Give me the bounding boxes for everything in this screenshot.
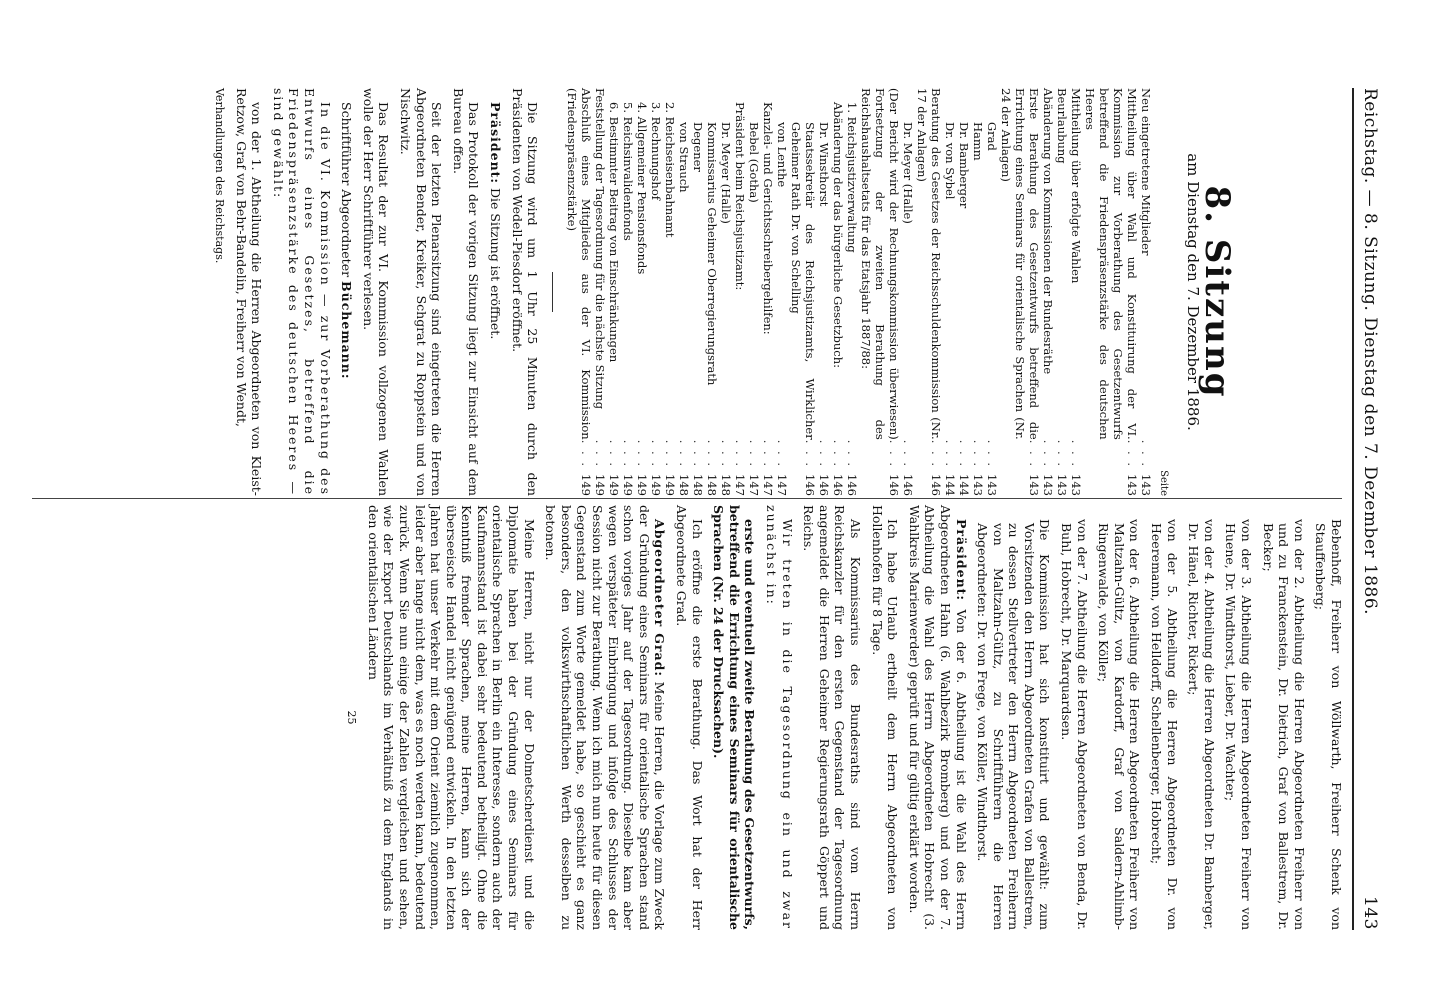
toc-leader-dots: . . .: [691, 439, 706, 468]
list-item: von der 3. Abtheilung die Herren Abgeordneten Freiherr von Huene, Dr. Windthorst, Lieber, Dr. Wachter;: [1223, 519, 1255, 930]
list-item: Die Kommission hat sich konstituirt und gewählt: zum Vorsitzenden den Herrn Abgeordneten Grafen von Ballestrem, zu dessen Stellvertreter den Herrn Abgeordneten Freiherrn von Maltzahn-Gültz, zu Schriftführern die Herren Abgeordneten: Dr. von Frege, von Köller, Windthorst.: [975, 519, 1053, 930]
toc-item-page: 149: [649, 474, 664, 496]
left-column: [206, 88, 1344, 496]
toc-item: [845, 88, 859, 496]
toc-item-page: 148: [719, 474, 734, 496]
toc-item-page: 149: [635, 474, 650, 496]
toc-leader-dots: . . .: [635, 439, 650, 468]
speaker-label: Präsident:: [488, 102, 504, 185]
toc-item-text: Feststellung der Tagesordnung für die nächste Sitzung: [593, 88, 608, 410]
publication-footer: Verhandlungen des Reichstags.: [213, 88, 227, 264]
toc-item: [649, 88, 663, 496]
toc-item-page: 146: [817, 474, 832, 496]
toc-item: [705, 88, 719, 496]
toc-leader-dots: . . .: [705, 439, 720, 468]
commissioner-paragraph: Als Kommissarius des Bundesraths sind vom Herrn Reichskanzler für den ersten Gegenstand der Tagesordnung angemeldet die Herren Geheimer Regierungsrath Göppert und Reichs.: [801, 505, 863, 930]
page-footer-number: 25: [345, 710, 359, 725]
toc-item-text: 3. Rechnungshof: [649, 102, 664, 201]
toc-item-text: Abänderung von Kommissionen der Bundesräthe: [1041, 88, 1056, 375]
toc-item: [915, 88, 943, 496]
agenda-paragraph: Wir treten in die Tagesordnung ein und zwar zunächst in:: [764, 505, 795, 930]
toc-item-page: 144: [943, 474, 958, 496]
toc-item-page: 148: [691, 474, 706, 496]
toc-leader-dots: . . .: [1139, 439, 1154, 468]
toc-item: [691, 88, 705, 496]
list-item: Bebenhoff, Freiherr von Wöllwarth, Freiherr Schenk von Stauffenberg;: [1313, 519, 1344, 930]
toc-item-page: 146: [845, 474, 860, 496]
toc-item-text: Beratung des Gesetzes der Reichsschuldenkommission (Nr. 17 der Anlagen): [915, 88, 944, 440]
toc-item: [831, 88, 845, 496]
toc-item-text: 4. Allgemeiner Pensionsfonds: [635, 102, 650, 275]
toc-item: [607, 88, 621, 496]
toc-leader-dots: . . .: [677, 439, 692, 468]
president-announcement: [906, 505, 968, 930]
toc-item-page: 146: [831, 474, 846, 496]
toc-item-text: Dr. von Sybel: [943, 122, 958, 200]
toc-leader-dots: . . .: [803, 439, 818, 468]
toc-leader-dots: . . .: [775, 439, 790, 468]
toc-item-page: 143: [1125, 474, 1140, 496]
toc-item-text: Beurlaubung: [1055, 88, 1070, 164]
toc-item-text: Dr. Winsthorst: [817, 122, 832, 207]
toc-item: [789, 88, 817, 496]
toc-leader-dots: . . .: [1027, 439, 1042, 468]
toc-item-page: 143: [1027, 474, 1042, 496]
toc-item: [1083, 88, 1139, 496]
toc-leader-dots: . . .: [985, 439, 1000, 468]
toc-item-text: Dr. Meyer (Halle): [719, 122, 734, 224]
toc-item-page: 149: [663, 474, 678, 496]
toc-item: [943, 88, 957, 496]
results-paragraph: Das Resultat der zur VI. Kommission vollzogenen Wahlen wolle der Herr Schriftführer verlesen.: [360, 88, 392, 496]
running-head-title: Reichstag. — 8. Sitzung. Dienstag den 7. Dezember 1886.: [1360, 88, 1380, 616]
toc-item: [733, 88, 747, 496]
toc-item-text: von Strauch: [677, 122, 692, 193]
header-rule: [1352, 88, 1354, 930]
toc-item-page: 148: [705, 474, 720, 496]
toc-item: [635, 88, 649, 496]
toc-leader-dots: . . .: [957, 439, 972, 468]
toc-leader-dots: . . .: [747, 439, 762, 468]
toc-item: [999, 88, 1041, 496]
toc-item-page: 143: [1139, 474, 1154, 496]
toc-leader-dots: . . .: [831, 439, 846, 468]
list-item: von der 4. Abtheilung die Herren Abgeordneten Dr. Bamberger, Dr. Hänel, Richter, Rickert;: [1186, 519, 1217, 930]
toc-leader-dots: . . .: [845, 439, 860, 468]
toc-item: [971, 88, 985, 496]
toc-item-page: 146: [803, 474, 818, 496]
toc-item-page: 149: [579, 474, 594, 496]
toc-item-text: Degener: [691, 122, 706, 172]
toc-item: [747, 88, 761, 496]
toc-item-text: 1. Reichsjustizverwaltung: [845, 102, 860, 253]
toc-item: [1055, 88, 1069, 496]
speaker-label: Präsident:: [953, 519, 969, 602]
toc-item-page: 149: [621, 474, 636, 496]
toc-item: [719, 88, 733, 496]
toc-item-text: Neu eingetretene Mitglieder: [1139, 88, 1154, 256]
paragraph-text: Die Sitzung ist eröffnet.: [488, 188, 504, 340]
toc-leader-dots: . . .: [649, 439, 664, 468]
toc-item-text: Dr. Meyer (Halle): [901, 122, 916, 224]
toc-item-page: 143: [1041, 474, 1056, 496]
toc-item-text: Abänderung der das bürgerliche Gesetzbuch:: [831, 102, 846, 368]
speaker-role: Schriftführer Abgeordneter: [339, 102, 355, 278]
toc-item-page: 149: [593, 474, 608, 496]
toc-item-page: 143: [971, 474, 986, 496]
toc-item: [859, 88, 901, 496]
paragraph-text: Von der 6. Abtheilung ist die Wahl des Herrn Abgeordneten Hahn (6. Wahlbezirk Bromberg) und von der 7. Abtheilung die Wahl des Herrn Abgeordneten Hobrecht (3. Wahlkreis Marienwerder) geprüft und für gültig erklärt worden.: [906, 505, 969, 930]
toc-item-page: 147: [761, 474, 776, 496]
table-of-contents: [565, 88, 1153, 496]
toc-item-text: Grad: [985, 122, 1000, 151]
column-divider: [32, 498, 1342, 499]
speaker-label: Abgeordneter Grad:: [652, 519, 668, 677]
toc-item-text: Erste Berathung des Gesetzentwurfs betreffend die Errichtung eines Seminars für orientalische Sprachen (Nr. 24 der Anlagen): [999, 88, 1042, 440]
agenda-item: erste und eventuell zweite Berathung des Gesetzentwurfs, betreffend die Errichtung eines Seminars für orientalische Sprachen (Nr. 24 der Drucksachen).: [711, 505, 758, 930]
list-item: von der 6. Abtheilung die Herren Abgeordneten Freiherr von Maltzahn-Gültz, von Kardorff, Graf von Saldern-Ahlimb-Ringenwalde, von Köller;: [1096, 519, 1143, 930]
speaker-label: Büchemann:: [339, 281, 355, 380]
toc-item-page: 143: [985, 474, 1000, 496]
toc-leader-dots: . . .: [733, 439, 748, 468]
toc-item: [593, 88, 607, 496]
toc-item: [1041, 88, 1055, 496]
new-members-paragraph: Seit der letzten Plenarsitzung sind eingetreten die Herren Abgeordneten Bender, Kreiker, Schgrat zu Roppstein und von Nischwitz.: [398, 88, 445, 496]
toc-leader-dots: . . .: [579, 439, 594, 468]
toc-item: [565, 88, 593, 496]
open-debate-paragraph: Ich eröffne die erste Berathung. Das Wort hat der Herr Abgeordnete Grad.: [674, 505, 705, 930]
toc-item-text: Mittheilung über erfolgte Wahlen: [1069, 88, 1084, 284]
toc-item-text: Präsident beim Reichsjustizamt:: [733, 102, 748, 291]
toc-item: [901, 88, 915, 496]
toc-item: [985, 88, 999, 496]
commission-paragraph: In die VI. Kommission — zur Vorberathung des Entwurfs eines Gesetzes, betreffend die Friedenspräsenzstärke des deutschen Heeres — sind gewählt:: [270, 88, 333, 496]
toc-leader-dots: . . .: [1125, 439, 1140, 468]
speech-paragraph-2: Meine Herren, nicht nur der Dolmetscherdienst und die Diplomatie haben bei der Gründung eines Seminars für orientalische Sprachen in Berlin ein Interesse, sondern auch der Kaufmannsstand ist dabei sehr bedeutend betheiligt. Ohne die Kenntniß fremder Sprachen, meine Herren, kann sich der überseeische Handel nicht genügend entwickeln. In den letzten Jahren hat unser Verkehr mit dem Orient ziemlich zugenommen, leider aber lange nicht dem, was es noch werden kann, bedeutend zurück. Wenn Sie nun einige der Zahlen vergleichen und sehen, wie der Export Deutschlands im Verhältniß zu dem Englands in den orientalischen Ländern: [365, 505, 537, 930]
toc-item-text: Abschluß eines Mitgliedes aus der VI. Kommission (Friedenspräsenzstärke): [565, 88, 594, 440]
toc-leader-dots: . . .: [1041, 439, 1056, 468]
toc-item-text: Staatssekretär des Reichsjustizamts, Wirklicher Geheimer Rath Dr. von Schelling: [789, 122, 818, 440]
toc-item: [761, 88, 775, 496]
toc-leader-dots: . . .: [719, 439, 734, 468]
toc-item-page: 146: [901, 474, 916, 496]
toc-item-page: 144: [957, 474, 972, 496]
list-item: von der 7. Abtheilung die Herren Abgeordneten von Benda, Dr. Buhl, Hobrecht, Dr. Marquardsen.: [1059, 519, 1090, 930]
toc-item: [775, 88, 789, 496]
commission-members-list: [975, 505, 1344, 930]
toc-item: [1139, 88, 1153, 496]
toc-leader-dots: . . .: [593, 439, 608, 468]
toc-item: [1069, 88, 1083, 496]
toc-leader-dots: . . .: [761, 439, 776, 468]
secretary-paragraph: [339, 88, 355, 496]
opening-paragraph: Die Sitzung wird um 1 Uhr 25 Minuten durch den Präsidenten von Wedell-Piesdorf eröffnet.: [509, 88, 541, 496]
toc-item-text: 2. Reichseisenbahnamt: [663, 102, 678, 238]
toc-leader-dots: . . .: [887, 439, 902, 468]
session-date: am Dienstag den 7. Dezember 1886.: [1184, 153, 1203, 431]
toc-item: [957, 88, 971, 496]
toc-leader-dots: . . .: [943, 439, 958, 468]
section-divider: [552, 272, 553, 312]
toc-item-page: 147: [775, 474, 790, 496]
toc-item-text: Mittheilung über Wahl und Konstituirung der VI. Kommission zur Vorberathung des Gesetzentwurfs betreffend die Friedenspräsenzstärke des deutschen Heeres: [1083, 88, 1140, 440]
toc-leader-dots: . . .: [621, 439, 636, 468]
right-column: [338, 505, 1344, 930]
toc-item-page: 147: [733, 474, 748, 496]
toc-page-label: Seite: [1157, 470, 1169, 496]
toc-item: [677, 88, 691, 496]
speech-paragraph-1: [543, 505, 668, 930]
president-paragraph: [487, 88, 503, 496]
protocol-paragraph: Das Protokoll der vorigen Sitzung liegt zur Einsicht auf dem Bureau offen.: [450, 88, 482, 496]
toc-leader-dots: . . .: [971, 439, 986, 468]
toc-item: [621, 88, 635, 496]
toc-item-text: Kanzlei- und Gerichtsschreibergehilfen:: [761, 102, 776, 335]
paragraph-text: Meine Herren, die Vorlage zum Zweck der Gründung eines Seminars für orientalische Sprachen stand schon voriges Jahr auf der Tagesordnung. Dieselbe kam aber wegen verspäteter Einbringung und infolge des Schlusses der Session nicht zur Berathung. Wenn ich mich nun heute für diesen Gegenstand zum Worte gemeldet habe, so geschieht es ganz besonders, den volkswirthschaftlichen Werth desselben zu betonen.: [543, 505, 668, 930]
toc-item-page: 146: [887, 474, 902, 496]
first-division-paragraph: von der 1. Abtheilung die Herren Abgeordneten von Kleist-Retzow, Graf von Behr-Bandelin, Freiherr von Wendt,: [233, 88, 265, 496]
toc-item-text: Dr. Bamberger: [957, 122, 972, 209]
session-title: 8. Sitzung: [1197, 185, 1237, 399]
toc-item-page: 148: [677, 474, 692, 496]
toc-leader-dots: . . .: [817, 439, 832, 468]
toc-item-text: 5. Reichsinvalidenfonds: [621, 102, 636, 241]
list-item: von der 2. Abtheilung die Herren Abgeordneten Freiherr von und zu Franckenstein, Dr. Dietrich, Graf von Ballestrem, Dr. Becker;: [1260, 519, 1307, 930]
toc-item-text: Kommissarius Geheimer Oberregierungsrath: [705, 122, 720, 386]
toc-item-page: 143: [1069, 474, 1084, 496]
toc-item-page: 146: [929, 474, 944, 496]
toc-item: [817, 88, 831, 496]
toc-item-text: Hamm: [971, 122, 986, 161]
toc-item-text: Bebel (Gotha): [747, 122, 762, 203]
page-number: 143: [1360, 896, 1380, 930]
toc-item-page: 143: [1055, 474, 1070, 496]
list-item: von der 5. Abtheilung die Herren Abgeordneten Dr. von Heeremann, von Helldorff, Schellenberger, Hobrecht;: [1149, 519, 1180, 930]
toc-item: [663, 88, 677, 496]
toc-item-page: 147: [747, 474, 762, 496]
toc-item-text: (Der Bericht wird der Rechnungskommission überwiesen) Fortsetzung der zweiten Berathung des Reichshaushaltsetats für das Etatsjahr 1887/88:: [859, 88, 902, 440]
toc-leader-dots: . . .: [929, 439, 944, 468]
toc-leader-dots: . . .: [607, 439, 622, 468]
toc-item-page: 149: [607, 474, 622, 496]
toc-leader-dots: . . .: [1055, 439, 1070, 468]
toc-item-text: von Lenthe: [775, 122, 790, 188]
toc-leader-dots: . . .: [901, 439, 916, 468]
toc-item-text: 6. Bestimmter Beitrag von Einschränkungen: [607, 102, 622, 363]
toc-leader-dots: . . .: [663, 439, 678, 468]
leave-paragraph: Ich habe Urlaub ertheilt dem Herrn Abgeordneten von Hollenhofen für 8 Tage.: [869, 505, 901, 930]
toc-leader-dots: . . .: [1069, 439, 1084, 468]
